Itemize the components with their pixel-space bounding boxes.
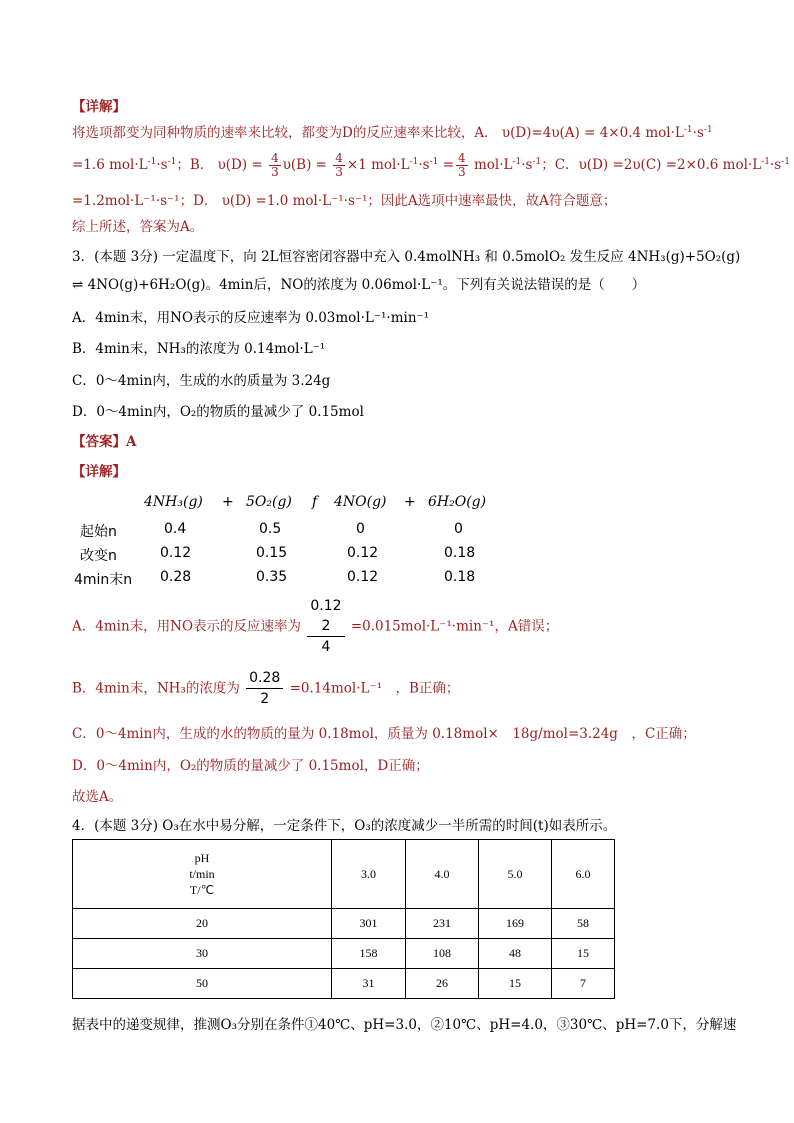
ph-header: 6.0 <box>552 840 615 909</box>
table-cell: 48 <box>479 939 552 969</box>
q3-option-d: D．0～4min内，O₂的物质的量减少了 0.15mol <box>72 404 364 420</box>
table-cell: 58 <box>552 909 615 939</box>
explain-line-3: =1.2mol·L⁻¹·s⁻¹；D． υ(D) =1.0 mol·L⁻¹·s⁻¹；因此A选项中速率最快，故A符合题意； <box>72 193 617 209</box>
table-cell: 301 <box>332 909 406 939</box>
solution-a: A．4min末，用NO表示的反应速率为 0.12 2 4 =0.015mol·L⁻¹·min⁻¹，A错误； <box>72 598 559 655</box>
value-cell: 0.12 <box>347 545 379 561</box>
value-cell: 0.5 <box>259 521 282 537</box>
table-header-row <box>73 840 615 909</box>
table-cell: 158 <box>332 939 406 969</box>
half-life-table <box>72 839 615 999</box>
species-h2o: 6H₂O(g) <box>428 494 487 510</box>
q3-answer: 【答案】A <box>72 434 137 450</box>
solution-b: B．4min末，NH₃的浓度为 $\frac{0.28}{2}$ =0.14mol·L⁻¹ ，B正确； <box>72 670 460 707</box>
value-cell: 0.4 <box>164 521 187 537</box>
q4-followup-text: 据表中的递变规律，推测O₃分别在条件①40℃、pH=3.0，②10℃、pH=4.0，③30℃、pH=7.0下，分解速 <box>72 1017 737 1033</box>
value-cell: 0.12 <box>347 569 379 585</box>
explain-heading: 【详解】 <box>72 99 126 115</box>
fraction-4-3: $\frac{4}{3}$ <box>271 151 279 179</box>
plus-sign: + <box>222 494 234 510</box>
value-cell: 0.35 <box>256 569 288 585</box>
solution-conclusion: 故选A。 <box>72 789 123 805</box>
solution-d: D．0～4min内，O₂的物质的量减少了 0.15mol，D正确； <box>72 758 429 774</box>
ph-header: 3.0 <box>332 840 406 909</box>
q4-stem: 4．(本题 3分) O₃在水中易分解，一定条件下，O₃的浓度减少一半所需的时间(t)如表所示。 <box>72 818 617 834</box>
temperature-cell: 30 <box>73 939 332 969</box>
q3-explain-heading: 【详解】 <box>72 464 126 480</box>
fraction-4-3: $\frac{4}{3}$ <box>335 151 343 179</box>
species-no: 4NO(g) <box>334 494 387 510</box>
value-cell: 0 <box>356 521 365 537</box>
table-cell: 7 <box>552 969 615 999</box>
explain-line-1: 将选项都变为同种物质的速率来比较，都变为D的反应速率来比较，A． υ(D)=4υ(A) = 4×0.4 $mol\cdot L^{-1}\cdot s^{-1}$ <box>72 125 713 141</box>
temperature-cell: 50 <box>73 969 332 999</box>
table-cell: 15 <box>552 939 615 969</box>
table-row <box>73 969 615 999</box>
table-row <box>73 939 615 969</box>
ph-header: 4.0 <box>406 840 479 909</box>
table-cell: 26 <box>406 969 479 999</box>
value-cell: 0.12 <box>160 545 192 561</box>
row-label-change: 改变n <box>80 548 117 564</box>
table-cell: 169 <box>479 909 552 939</box>
row-label-final: 4min末n <box>74 572 133 588</box>
q3-option-b: B．4min末，NH₃的浓度为 0.14mol·L⁻¹ <box>72 341 326 357</box>
solution-c: C．0～4min内，生成的水的物质的量为 0.18mol，质量为 0.18mol× 18g/mol=3.24g ，C正确； <box>72 726 696 742</box>
fraction-4-3: $\frac{4}{3}$ <box>458 151 466 179</box>
table-cell: 15 <box>479 969 552 999</box>
rate-compound-fraction: 0.12 2 4 <box>307 596 344 657</box>
species-nh3: 4NH₃(g) <box>144 494 203 510</box>
table-cell: 31 <box>332 969 406 999</box>
value-cell: 0.28 <box>160 569 192 585</box>
q3-option-a: A．4min末，用NO表示的反应速率为 0.03mol·L⁻¹·min⁻¹ <box>72 310 430 326</box>
q3-stem-line-1: 3．(本题 3分) 一定温度下，向 2L恒容密闭容器中充入 0.4molNH₃ 和 0.5molO₂ 发生反应 4NH₃(g)+5O₂(g) <box>72 249 741 265</box>
table-cell: 231 <box>406 909 479 939</box>
equilibrium-symbol: f <box>312 494 318 510</box>
q3-option-c: C．0～4min内，生成的水的质量为 3.24g <box>72 373 331 389</box>
row-label-initial: 起始n <box>80 524 117 540</box>
q3-stem-line-2: ⇌ 4NO(g)+6H₂O(g)。4min后，NO的浓度为 0.06mol·L⁻¹。下列有关说法错误的是（ ） <box>72 277 646 293</box>
value-cell: 0.18 <box>444 545 476 561</box>
species-o2: 5O₂(g) <box>246 494 292 510</box>
value-cell: 0.15 <box>256 545 288 561</box>
value-cell: 0.18 <box>444 569 476 585</box>
explain-line-2: =1.6 $mol\cdot L^{-1}\cdot s^{-1}$；B． υ(D) = $\frac{4}{3}$ υ(B) = $\frac{4}{3}$ ×1 $mol\cdot L^{-1}\cdot s^{-1}$ = $\frac{4}{3}$ $mol\cdot L^{-1}\cdot s^{-1}$；C．υ(D) =2υ(C) =2×0.6 $mol\cdot L^{-1}\cdot s^{-1}$ <box>72 151 790 179</box>
value-cell: 0 <box>454 521 463 537</box>
explain-line-4: 综上所述，答案为A。 <box>72 219 204 235</box>
concentration-fraction: $\frac{0.28}{2}$ <box>246 668 283 709</box>
header-diagonal-cell: pH t/min T/℃ <box>73 840 332 909</box>
temperature-cell: 20 <box>73 909 332 939</box>
table-cell: 108 <box>406 939 479 969</box>
ph-header: 5.0 <box>479 840 552 909</box>
table-row <box>73 909 615 939</box>
plus-sign: + <box>404 494 416 510</box>
